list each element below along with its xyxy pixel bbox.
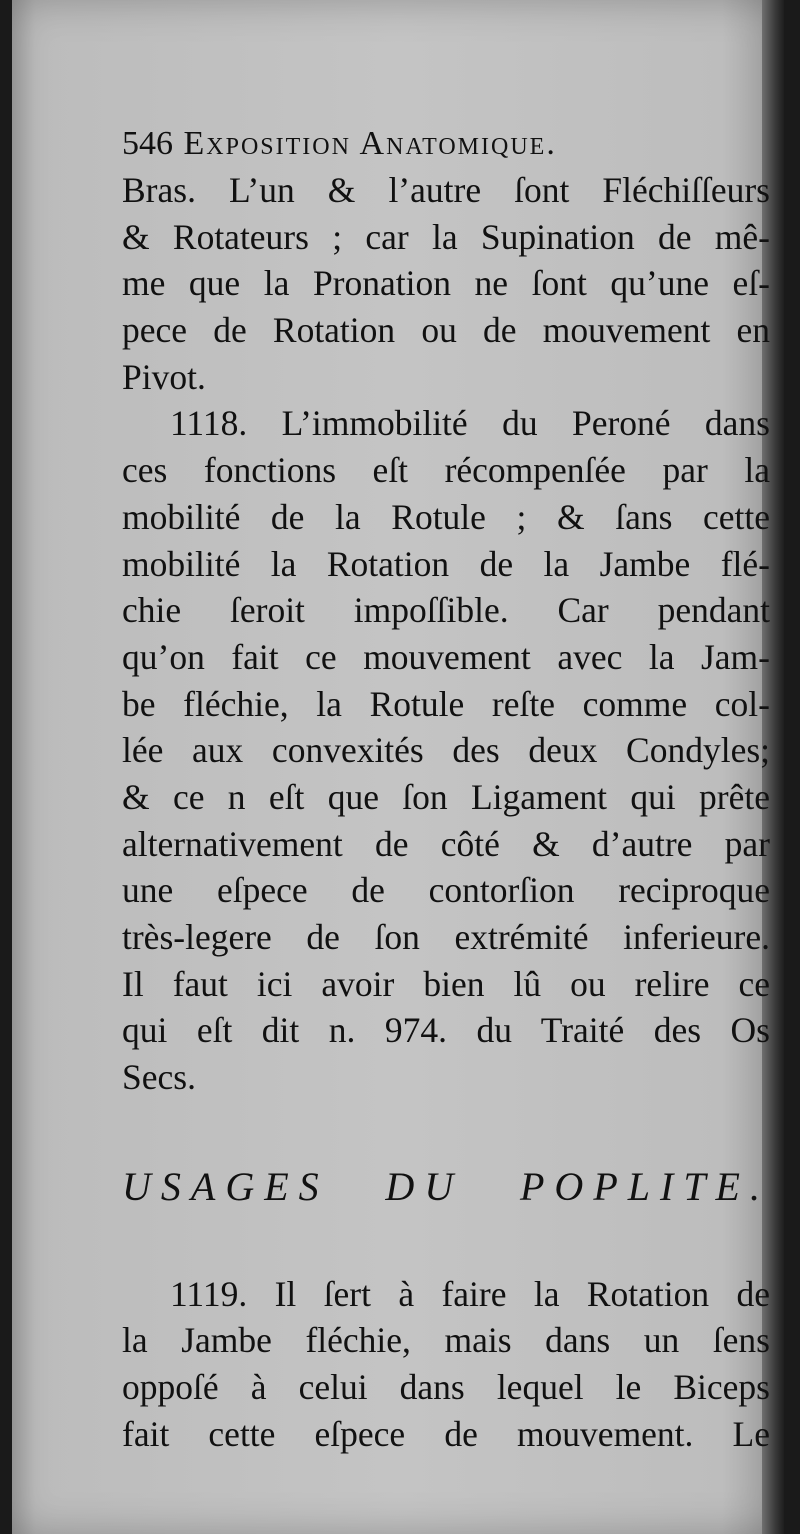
paragraph-1119 bbox=[122, 1271, 770, 1458]
text-line: lée aux convexités des deux Condyles; bbox=[122, 730, 770, 771]
text-line: pece de Rotation ou de mouvement en bbox=[122, 310, 770, 351]
text-line: alternativement de côté & d’autre par bbox=[122, 823, 770, 864]
text-line: ces fonctions eſt récompenſée par la bbox=[122, 450, 770, 491]
text-line: & ce n eſt que ſon Ligament qui prête bbox=[122, 776, 770, 817]
text-line: chie ſeroit impoſſible. Car pendant bbox=[122, 590, 770, 631]
text-line: qu’on fait ce mouvement avec la Jam- bbox=[122, 636, 770, 677]
text-line: be fléchie, la Rotule reſte comme col- bbox=[122, 683, 770, 724]
page-number: 546 bbox=[122, 125, 173, 162]
text-line: Pivot. bbox=[122, 356, 206, 397]
text-line: mobilité de la Rotule ; & ſans cette bbox=[122, 496, 770, 537]
text-line: la Jambe fléchie, mais dans un ſens bbox=[122, 1320, 770, 1361]
text-line: 1119. Il ſert à faire la Rotation de bbox=[170, 1273, 770, 1314]
paragraph-1118 bbox=[122, 400, 770, 1100]
running-header bbox=[122, 120, 770, 167]
book-page bbox=[12, 0, 784, 1534]
text-line: me que la Pronation ne ſont qu’une eſ- bbox=[122, 263, 770, 304]
text-line: très-legere de ſon extrémité inferieure. bbox=[122, 917, 770, 957]
text-line: une eſpece de contorſion reciproque bbox=[122, 870, 770, 911]
text-line: Il faut ici avoir bien lû ou relire ce bbox=[122, 963, 770, 1004]
text-line: Secs. bbox=[122, 1057, 196, 1098]
paragraph-continued bbox=[122, 167, 770, 400]
section-heading: USAGES DU POPLITE. bbox=[122, 1163, 770, 1209]
page-text bbox=[122, 120, 770, 1458]
text-line: & Rotateurs ; car la Supination de mê- bbox=[122, 216, 770, 257]
text-line: oppoſé à celui dans lequel le Biceps bbox=[122, 1367, 770, 1408]
text-line: fait cette eſpece de mouvement. Le bbox=[122, 1413, 770, 1454]
running-title: Exposition Anatomique. bbox=[183, 125, 557, 162]
text-line: 1118. L’immobilité du Peroné dans bbox=[170, 403, 770, 444]
text-line: Bras. L’un & l’autre ſont Fléchiſſeurs bbox=[122, 170, 770, 210]
text-line: mobilité la Rotation de la Jambe flé- bbox=[122, 543, 770, 584]
text-line: qui eſt dit n. 974. du Traité des Os bbox=[122, 1010, 770, 1051]
